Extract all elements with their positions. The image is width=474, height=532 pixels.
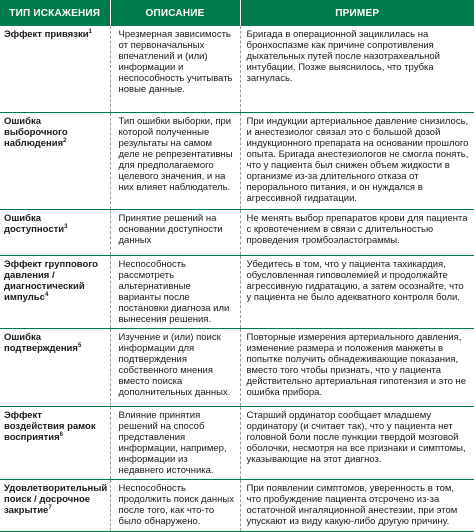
bias-type-cell: [0, 479, 110, 531]
footnote-ref: 7: [48, 504, 52, 511]
footnote-ref: 2: [63, 137, 67, 144]
bias-description: Влияние принятия решений на способ представления информации, например, информации из недавнего источника.: [110, 406, 240, 479]
bias-description: Чрезмерная зависимость от первоначальных впечатлений и (или) информации и неспособность учитывать новые данные.: [110, 26, 240, 112]
bias-type-name: Эффект воздействия рамок восприятия: [4, 409, 96, 443]
table-row: [0, 328, 474, 406]
bias-type-cell: [0, 406, 110, 479]
table-row: [0, 26, 474, 112]
bias-type-cell: [0, 255, 110, 328]
bias-example: Не менять выбор препаратов крови для пациента с кровотечением в связи с длительностью проведения тромбоэластограммы.: [240, 209, 474, 255]
bias-description: Неспособность продолжить поиск данных после того, как что-то было обнаружено.: [110, 479, 240, 531]
bias-type-cell: [0, 112, 110, 209]
footnote-ref: 3: [64, 223, 68, 230]
table-row: [0, 209, 474, 255]
header-row: [0, 0, 474, 26]
bias-type-name: Ошибка выборочного наблюдения: [4, 115, 68, 149]
footnote-ref: 6: [59, 431, 63, 438]
bias-type-cell: [0, 26, 110, 112]
bias-example: Убедитесь в том, что у пациента тахикардия, обусловленная гиповолемией и продолжайте агрессивную гидратацию, а затем осознайте, что у пациента не было адекватного контроля боли.: [240, 255, 474, 328]
table-row: [0, 406, 474, 479]
bias-type-name: Эффект группового давления / диагностический импульс: [4, 258, 98, 303]
bias-type-name: Ошибка подтверждения: [4, 331, 78, 354]
bias-example: При индукции артериальное давление снизилось, и анестезиолог связал это с большой дозой индукционного препарата на основании прошлого опыта. Бригада анестезиологов не смогла понять, что у пациента был снижен объем жидкости в организме из-за длительного отказа от перорального питания, и он нуждался в агрессивной гидратации.: [240, 112, 474, 209]
bias-example: Бригада в операционной зациклилась на бронхоспазме как причине сопротивления дыхательных путей после назотрахеальной интубации. Позже выяснилось, что трубка загнулась.: [240, 26, 474, 112]
bias-type-name: Эффект привязки: [4, 29, 89, 40]
bias-example: При появлении симптомов, уверенность в том, что пробуждение пациента отсрочено из-за остаточной ингаляционной анестезии, при этом упускают из виду какую-либо другую причину.: [240, 479, 474, 531]
table-row: [0, 479, 474, 531]
table-row: [0, 255, 474, 328]
table-row: [0, 112, 474, 209]
bias-type-cell: [0, 209, 110, 255]
header-description: ОПИСАНИЕ: [110, 0, 240, 26]
bias-description: Неспособность рассмотреть альтернативные варианты после постановки диагноза или вынесения решения.: [110, 255, 240, 328]
footnote-ref: 5: [77, 342, 82, 349]
bias-type-name: Удовлетворительный поиск / досрочное закрытие: [4, 482, 108, 516]
bias-type-name: Ошибка доступности: [4, 212, 65, 235]
header-type: ТИП ИСКАЖЕНИЯ: [0, 0, 110, 26]
footnote-ref: 4: [44, 291, 49, 298]
bias-example: Повторные измерения артериального давления, изменение размера и положения манжеты в попытке получить обнадеживающие показания, вместо того чтобы признать, что у пациента действительно артериальная гипотензия и это не ошибка прибора.: [240, 328, 474, 406]
bias-description: Тип ошибки выборки, при которой полученные результаты на самом деле не репрезентативны для предполагаемого целевого значения, и на них влияет наблюдатель.: [110, 112, 240, 209]
bias-example: Старший ординатор сообщает младшему ординатору (и считает так), что у пациента нет головной боли после пункции твердой мозговой оболочки, несмотря на все признаки и симптомы, указывающие на этот диагноз.: [240, 406, 474, 479]
bias-type-cell: [0, 328, 110, 406]
bias-description: Принятие решений на основании доступности данных: [110, 209, 240, 255]
footnote-ref: 1: [88, 28, 92, 35]
header-example: ПРИМЕР: [240, 0, 474, 26]
bias-description: Изучение и (или) поиск информации для подтверждения собственного мнения вместо поиска дополнительных данных.: [110, 328, 240, 406]
